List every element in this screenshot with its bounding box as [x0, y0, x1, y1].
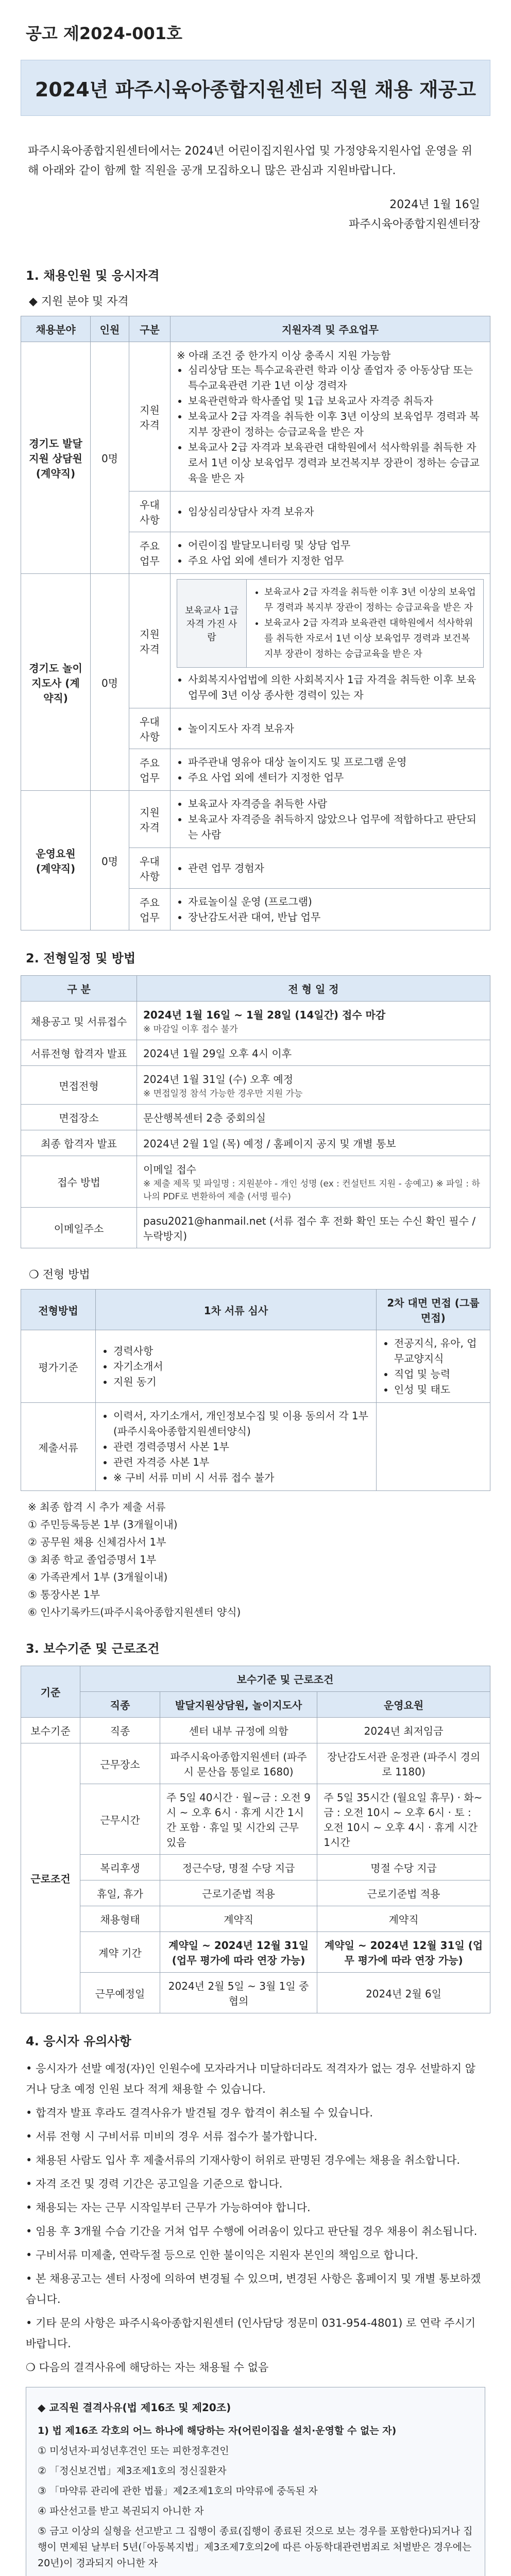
schedule-value: 2024년 1월 29일 오후 4시 이후: [137, 1040, 490, 1066]
pref-label: 우대 사항: [129, 708, 171, 749]
date-block: [21, 195, 480, 234]
issuer: 파주시육아종합지원센터장: [348, 218, 480, 231]
disqualification-box: [26, 2387, 485, 2576]
doc-item: • 이력서, 자기소개서, 개인정보수집 및 이용 동의서 각 1부(파주시육아종합지원센터양식): [113, 1408, 370, 1439]
duty-item: • 주요 사업 외에 센터가 지정한 업무: [188, 770, 484, 785]
notes-list: [26, 2058, 485, 2378]
pref-item: • 관련 업무 경험자: [188, 860, 484, 876]
count-counselor: 0명: [91, 342, 129, 574]
doc-item: • 관련 경력증명서 사본 1부: [113, 1439, 370, 1454]
law-item: ⑤ 금고 이상의 실형을 선고받고 그 집행이 종료(집행이 종료된 것으로 보는 경우를 포함한다)되거나 집행이 면제된 날부터 5년(「아동복지법」제3조제7호의2에 따른 아동학대관련범죄로 처벌받은 경우에는 20년)이 경과되지 아니한 자: [38, 2526, 473, 2569]
qual-label: 지원 자격: [129, 574, 171, 708]
eval-item: • 직업 및 능력: [394, 1366, 484, 1382]
cond-label: 근무장소: [80, 1743, 160, 1784]
qual-item: • 보육관련학과 학사졸업 및 1급 보육교사 자격증 취득자: [188, 393, 484, 409]
conditions-table: [21, 1666, 490, 2013]
schedule-label: 면접장소: [21, 1105, 137, 1130]
section1-sub: ◆ 지원 분야 및 자격: [29, 295, 129, 308]
law-item: 1) 법 제16조 각호의 어느 하나에 해당하는 자(어린이집을 설치·운영할 수 없는 자): [38, 2425, 397, 2436]
note-item: • 채용된 사람도 입사 후 제출서류의 기재사항이 허위로 판명된 경우에는 채용을 취소합니다.: [26, 2154, 461, 2166]
schedule-label: 서류전형 합격자 발표: [21, 1040, 137, 1066]
side-label: 근로조건: [21, 1743, 80, 2013]
notice-date: 2024년 1월 16일: [389, 198, 480, 211]
duty-item: • 장난감도서관 대여, 반납 업무: [188, 909, 484, 925]
duty-item: • 주요 사업 외에 센터가 지정한 업무: [188, 553, 484, 568]
cond-label: 채용형태: [80, 1906, 160, 1932]
notice-number: 공고 제2024-001호: [26, 24, 182, 43]
col-type: 구분: [129, 316, 171, 342]
schedule-label: 이메일주소: [21, 1208, 137, 1248]
cond-b: 2024년 2월 6일: [317, 1973, 490, 2013]
note-item: • 구비서류 미제출, 연락두절 등으로 인한 불이익은 지원자 본인의 책임으로 합니다.: [26, 2249, 418, 2261]
schedule-value: 문산행복센터 2층 중회의실: [137, 1105, 490, 1130]
final-doc-item: ④ 가족관계서 1부 (3개월이내): [28, 1571, 168, 1583]
field-play: 경기도 놀이 지도사 (계약직): [21, 574, 91, 791]
pref-label: 우대 사항: [129, 492, 171, 532]
page-title: 2024년 파주시육아종합지원센터 직원 채용 재공고: [21, 60, 490, 116]
cond-label: 근무시간: [80, 1784, 160, 1855]
section3-heading: 3. 보수기준 및 근로조건: [26, 1641, 160, 1656]
col-salary: 보수기준 및 근로조건: [80, 1666, 490, 1692]
qual-cell: [171, 574, 490, 708]
schedule-value: 이메일 접수: [143, 1163, 196, 1176]
law-item: ④ 파산선고를 받고 복권되지 아니한 자: [38, 2505, 204, 2517]
note-item: • 채용되는 자는 근무 시작일부터 근무가 가능하여야 합니다.: [26, 2201, 311, 2214]
schedule-value: 2024년 1월 31일 (수) 오후 예정: [143, 1073, 294, 1086]
cond-b: 계약직: [317, 1906, 490, 1932]
schedule-note: ※ 제출 제목 및 파일명 : 지원분야 - 개인 성명 (ex : 컨설턴트 지원 - 송예고) ※ 파일 : 하나의 PDF로 변환하여 제출 (서명 필수): [143, 1179, 480, 1202]
eval-item: • 인성 및 태도: [394, 1382, 484, 1397]
qual-item: • 심리상담 또는 특수교육관련 학과 이상 졸업자 중 아동상담 또는 특수교육관련 기관 1년 이상 경력자: [188, 362, 484, 393]
method-table: [21, 1289, 490, 1491]
col-method: 전형방법: [21, 1290, 96, 1330]
duty-label: 주요 업무: [129, 749, 171, 791]
qual-cell: [171, 342, 490, 492]
schedule-table: [21, 975, 490, 1248]
cond-b: 근로기준법 적용: [317, 1880, 490, 1906]
duty-item: • 자료놀이실 운영 (프로그램): [188, 894, 484, 909]
duty-item: • 파주관내 영유아 대상 놀이지도 및 프로그램 운영: [188, 754, 484, 770]
cond-label: 근무예정일: [80, 1973, 160, 2013]
field-operator: 운영요원 (계약직): [21, 791, 91, 930]
cond-a: 파주시육아종합지원센터 (파주시 문산읍 통일로 1680): [160, 1743, 317, 1784]
col-basis: 기준: [21, 1666, 80, 1718]
law-item: ② 「정신보건법」제3조제1호의 정신질환자: [38, 2465, 227, 2477]
section1-heading: 1. 채용인원 및 응시자격: [26, 268, 160, 283]
email-address[interactable]: pasu2021@hanmail.net (서류 접수 후 전화 확인 또는 수신 확인 필수 / 누락방지): [137, 1208, 490, 1248]
section2-heading: 2. 전형일정 및 방법: [26, 951, 136, 965]
qual-item: • 보육교사 자격증을 취득한 사람: [188, 796, 484, 811]
col-count: 인원: [91, 316, 129, 342]
note-item: • 응시자가 선발 예정(자)인 인원수에 모자라거나 미달하더라도 적격자가 없는 경우 선발하지 않거나 당초 예정 인원 보다 적게 채용할 수 있습니다.: [26, 2062, 476, 2095]
qual-item: • 사회복지사업법에 의한 사회복지사 1급 자격을 취득한 이후 보육 업무에 3년 이상 종사한 경력이 있는 자: [188, 672, 484, 703]
note-item: • 서류 전형 시 구비서류 미비의 경우 서류 접수가 불가합니다.: [26, 2130, 318, 2143]
docs-label: 제출서류: [21, 1403, 96, 1491]
law-title: ◆ 교직원 결격사유(법 제16조 및 제20조): [38, 2401, 231, 2414]
cond-b: 2024년 최저임금: [317, 1718, 490, 1743]
final-doc-item: ① 주민등록등본 1부 (3개월이내): [28, 1518, 178, 1531]
schedule-note: ※ 마감일 이후 접수 불가: [143, 1024, 238, 1035]
cond-a: 주 5일 40시간 · 월~금 : 오전 9시 ~ 오후 6시 · 휴게 시간 1시간 포함 · 휴일 및 시간외 근무 있음: [160, 1784, 317, 1855]
cond-a: 계약직: [160, 1906, 317, 1932]
cond-label: 휴일, 휴가: [80, 1880, 160, 1906]
col-job: 직종: [80, 1692, 160, 1718]
eval-label: 평가기준: [21, 1330, 96, 1403]
duty-item: • 어린이집 발달모니터링 및 상담 업무: [188, 537, 484, 553]
pref-item: • 놀이지도사 자격 보유자: [188, 721, 484, 736]
law-item: ③ 「마약류 관리에 관한 법률」제2조제1호의 마약류에 중독된 자: [38, 2485, 318, 2497]
closing-note: ❍ 다음의 결격사유에 해당하는 자는 채용될 수 없음: [26, 2361, 269, 2374]
field-counselor: 경기도 발달지원 상담원 (계약직): [21, 342, 91, 574]
col-stage1: 1차 서류 심사: [96, 1290, 377, 1330]
qual-item: • 보육교사 2급 자격을 취득한 이후 3년 이상의 보육업무 경력과 복지부 장관이 정하는 승급교육을 받은 자: [188, 409, 484, 439]
pref-label: 우대 사항: [129, 848, 171, 889]
qual-a-label: 보육교사 1급 자격 가진 사람: [177, 580, 247, 668]
qual-head: ※ 아래 조건 중 한가지 이상 충족시 지원 가능함: [177, 349, 391, 362]
intro-text: 파주시육아종합지원센터에서는 2024년 어린이집지원사업 및 가정양육지원사업 운영을 위해 아래와 같이 함께 할 직원을 공개 모집하오니 많은 관심과 지원바랍니다.: [28, 145, 473, 177]
qual-label: 지원 자격: [129, 791, 171, 848]
cond-label: 계약 기간: [80, 1932, 160, 1973]
pref-item: • 임상심리상담사 자격 보유자: [188, 504, 484, 519]
final-docs: [28, 1498, 483, 1621]
cond-a: 센터 내부 규정에 의함: [160, 1718, 317, 1743]
cond-a: 정근수당, 명절 수당 지급: [160, 1855, 317, 1880]
col-job-b: 운영요원: [317, 1692, 490, 1718]
schedule-value: 2024년 1월 16일 ~ 1월 28일 (14일간) 접수 마감: [143, 1009, 386, 1021]
cond-b: 명절 수당 지급: [317, 1855, 490, 1880]
schedule-note: ※ 면접일정 참석 가능한 경우만 지원 가능: [143, 1089, 303, 1099]
method-sub: ❍ 전형 방법: [29, 1268, 90, 1281]
qual-item: • 보육교사 2급 자격과 보육관련 대학원에서 석사학위를 취득한 자로서 1년 이상 보육업무 경력과 보건복지부 장관이 정하는 승급교육을 받은 자: [188, 439, 484, 486]
eval-item: • 전공지식, 유아, 업무교양지식: [394, 1335, 484, 1366]
qual-item: • 보육교사 자격증을 취득하지 않았으나 업무에 적합하다고 판단되는 사람: [188, 811, 484, 842]
final-doc-item: ⑤ 통장사본 1부: [28, 1588, 100, 1601]
cond-a: 계약일 ~ 2024년 12월 31일 (업무 평가에 따라 연장 가능): [160, 1932, 317, 1973]
note-item: • 합격자 발표 후라도 결격사유가 발견될 경우 합격이 취소될 수 있습니다.: [26, 2107, 373, 2119]
note-item: • 자격 조건 및 경력 기간은 공고일을 기준으로 합니다.: [26, 2178, 283, 2190]
col-field: 채용분야: [21, 316, 91, 342]
duty-label: 주요 업무: [129, 889, 171, 930]
cond-label: 복리후생: [80, 1855, 160, 1880]
salary-job-label: 직종: [80, 1718, 160, 1743]
eval-item: • 경력사항: [113, 1343, 370, 1359]
doc-item: • ※ 구비 서류 미비 시 서류 접수 불가: [113, 1470, 370, 1485]
salary-basis-label: 보수기준: [21, 1718, 80, 1743]
cond-b: 계약일 ~ 2024년 12월 31일 (업무 평가에 따라 연장 가능): [317, 1932, 490, 1973]
positions-table: [21, 316, 490, 930]
duty-label: 주요 업무: [129, 532, 171, 574]
cond-b: 주 5일 35시간 (월요일 휴무) · 화~금 : 오전 10시 ~ 오후 6시 · 토 : 오전 10시 ~ 오후 4시 · 휴게 시간 1시간: [317, 1784, 490, 1855]
cond-a: 2024년 2월 5일 ~ 3월 1일 중 협의: [160, 1973, 317, 2013]
cond-a: 근로기준법 적용: [160, 1880, 317, 1906]
col-schedule: 전 형 일 정: [137, 976, 490, 1002]
col-job-a: 발달지원상담원, 놀이지도사: [160, 1692, 317, 1718]
final-doc-item: ③ 최종 학교 졸업증명서 1부: [28, 1553, 157, 1566]
section4-heading: 4. 응시자 유의사항: [26, 2034, 131, 2048]
final-doc-item: ※ 최종 합격 시 추가 제출 서류: [28, 1501, 166, 1513]
col-detail: 지원자격 및 주요업무: [171, 316, 490, 342]
schedule-label: 채용공고 및 서류접수: [21, 1002, 137, 1040]
col-category: 구 분: [21, 976, 137, 1002]
law-item: [38, 2575, 473, 2576]
qual-item: • 보육교사 2급 자격과 보육관련 대학원에서 석사학위를 취득한 자로서 1년 이상 보육업무 경력과 보건복지부 장관이 정하는 승급교육을 받은 자: [264, 616, 477, 662]
count-operator: 0명: [91, 791, 129, 930]
count-play: 0명: [91, 574, 129, 791]
eval-item: • 지원 동기: [113, 1374, 370, 1389]
note-item: • 기타 문의 사항은 파주시육아종합지원센터 (인사담당 정문미 031-954-4801) 로 연락 주시기 바랍니다.: [26, 2317, 476, 2350]
col-stage2: 2차 대면 면접 (그룹 면접): [376, 1290, 490, 1330]
final-doc-item: ② 공무원 채용 신체검사서 1부: [28, 1536, 166, 1548]
final-doc-item: ⑥ 인사기록카드(파주시육아종합지원센터 양식): [28, 1606, 241, 1618]
cond-b: 장난감도서관 운정관 (파주시 경의로 1180): [317, 1743, 490, 1784]
qual-item: • 보육교사 2급 자격을 취득한 이후 3년 이상의 보육업무 경력과 복지부 장관이 정하는 승급교육을 받은 자: [264, 585, 477, 616]
qual-label: 지원 자격: [129, 342, 171, 492]
note-item: • 임용 후 3개월 수습 기간을 거쳐 업무 수행에 어려움이 있다고 판단될 경우 채용이 취소됩니다.: [26, 2225, 478, 2238]
eval-item: • 자기소개서: [113, 1359, 370, 1374]
schedule-label: 면접전형: [21, 1066, 137, 1105]
schedule-label: 최종 합격자 발표: [21, 1130, 137, 1156]
note-item: • 본 채용공고는 센터 사정에 의하여 변경될 수 있으며, 변경된 사항은 홈페이지 및 개별 통보하겠습니다.: [26, 2273, 481, 2306]
law-item: ① 미성년자·피성년후견인 또는 피한정후견인: [38, 2445, 229, 2456]
schedule-value: 2024년 2월 1일 (목) 예정 / 홈페이지 공지 및 개별 통보: [137, 1130, 490, 1156]
doc-item: • 관련 자격증 사본 1부: [113, 1454, 370, 1470]
schedule-label: 접수 방법: [21, 1156, 137, 1208]
